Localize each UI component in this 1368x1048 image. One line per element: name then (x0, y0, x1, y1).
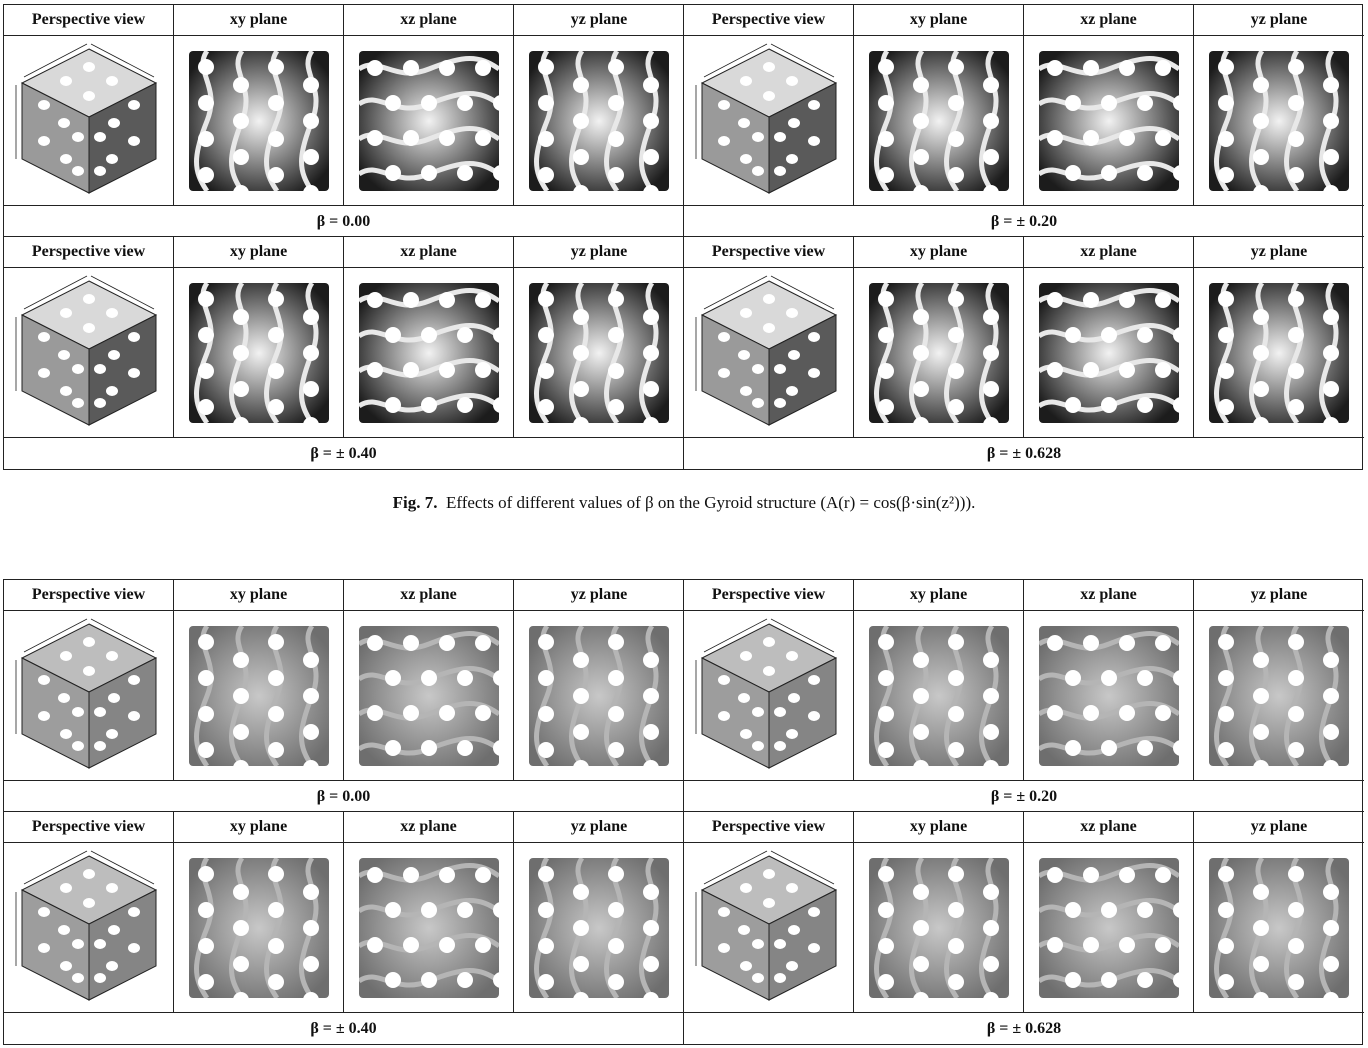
grid2-block-beta-0 (4, 580, 683, 812)
beta-label: β = ± 0.628 (986, 1019, 1062, 1037)
xy-image (174, 843, 344, 1013)
xz-image (344, 611, 514, 781)
caption-text: Effects of different values of β on the Gyroid structure (A(r) = cos(β·sin(z²))). (445, 493, 976, 512)
grid2-left-half (4, 580, 684, 1044)
figure-8-grid (3, 579, 1363, 1045)
header-xy: xy plane (854, 580, 1024, 611)
beta-label: β = ± 0.20 (990, 212, 1058, 230)
header-yz: yz plane (1194, 237, 1364, 268)
xy-image (174, 268, 344, 438)
figure-7-grid (3, 4, 1363, 470)
header-perspective: Perspective view (4, 5, 174, 36)
header-xz: xz plane (344, 5, 514, 36)
beta-label: β = 0.00 (316, 212, 371, 230)
header-perspective: Perspective view (4, 237, 174, 268)
grid1-block-beta-0 (4, 5, 683, 237)
grid2-block-beta-040 (4, 812, 683, 1044)
header-perspective: Perspective view (4, 580, 174, 611)
grid2-right-half (684, 580, 1364, 1044)
yz-image (514, 268, 684, 438)
yz-image (514, 843, 684, 1013)
xy-image (854, 36, 1024, 206)
header-yz: yz plane (514, 5, 684, 36)
header-xy: xy plane (854, 5, 1024, 36)
yz-image (1194, 843, 1364, 1013)
header-xy: xy plane (854, 237, 1024, 268)
perspective-image (4, 611, 174, 781)
header-yz: yz plane (1194, 580, 1364, 611)
grid1-block-beta-020 (684, 5, 1364, 237)
beta-label: β = ± 0.20 (990, 787, 1058, 805)
perspective-image (4, 36, 174, 206)
beta-label: β = ± 0.40 (310, 444, 377, 462)
xy-image (854, 843, 1024, 1013)
xy-image (174, 36, 344, 206)
yz-image (514, 611, 684, 781)
beta-label: β = ± 0.628 (986, 444, 1062, 462)
header-xy: xy plane (174, 580, 344, 611)
perspective-image (684, 843, 854, 1013)
xz-image (344, 268, 514, 438)
header-xz: xz plane (1024, 237, 1194, 268)
xz-image (1024, 611, 1194, 781)
header-xy: xy plane (854, 812, 1024, 843)
grid1-block-beta-0628 (684, 237, 1364, 469)
header-xz: xz plane (344, 812, 514, 843)
yz-image (1194, 611, 1364, 781)
beta-label: β = ± 0.40 (310, 1019, 377, 1037)
yz-image (514, 36, 684, 206)
header-perspective: Perspective view (684, 237, 854, 268)
header-xy: xy plane (174, 812, 344, 843)
header-xz: xz plane (1024, 812, 1194, 843)
xz-image (344, 36, 514, 206)
grid1-right-half (684, 5, 1364, 469)
beta-label: β = 0.00 (316, 787, 371, 805)
caption-label: Fig. 7. (392, 493, 438, 512)
perspective-image (684, 611, 854, 781)
grid2-block-beta-020 (684, 580, 1364, 812)
header-perspective: Perspective view (684, 580, 854, 611)
yz-image (1194, 36, 1364, 206)
perspective-image (4, 843, 174, 1013)
perspective-image (684, 268, 854, 438)
xz-image (1024, 268, 1194, 438)
grid1-left-half (4, 5, 684, 469)
xy-image (854, 611, 1024, 781)
header-yz: yz plane (514, 237, 684, 268)
header-yz: yz plane (1194, 5, 1364, 36)
header-perspective: Perspective view (684, 5, 854, 36)
grid1-block-beta-040 (4, 237, 683, 469)
header-xz: xz plane (1024, 5, 1194, 36)
header-xz: xz plane (344, 237, 514, 268)
figure-caption (0, 493, 1368, 513)
xy-image (854, 268, 1024, 438)
header-yz: yz plane (514, 580, 684, 611)
perspective-image (684, 36, 854, 206)
header-xz: xz plane (344, 580, 514, 611)
perspective-image (4, 268, 174, 438)
xz-image (344, 843, 514, 1013)
header-yz: yz plane (514, 812, 684, 843)
xz-image (1024, 843, 1194, 1013)
header-perspective: Perspective view (684, 812, 854, 843)
header-xy: xy plane (174, 5, 344, 36)
yz-image (1194, 268, 1364, 438)
xy-image (174, 611, 344, 781)
grid2-block-beta-0628 (684, 812, 1364, 1044)
header-yz: yz plane (1194, 812, 1364, 843)
header-xz: xz plane (1024, 580, 1194, 611)
header-xy: xy plane (174, 237, 344, 268)
header-perspective: Perspective view (4, 812, 174, 843)
xz-image (1024, 36, 1194, 206)
